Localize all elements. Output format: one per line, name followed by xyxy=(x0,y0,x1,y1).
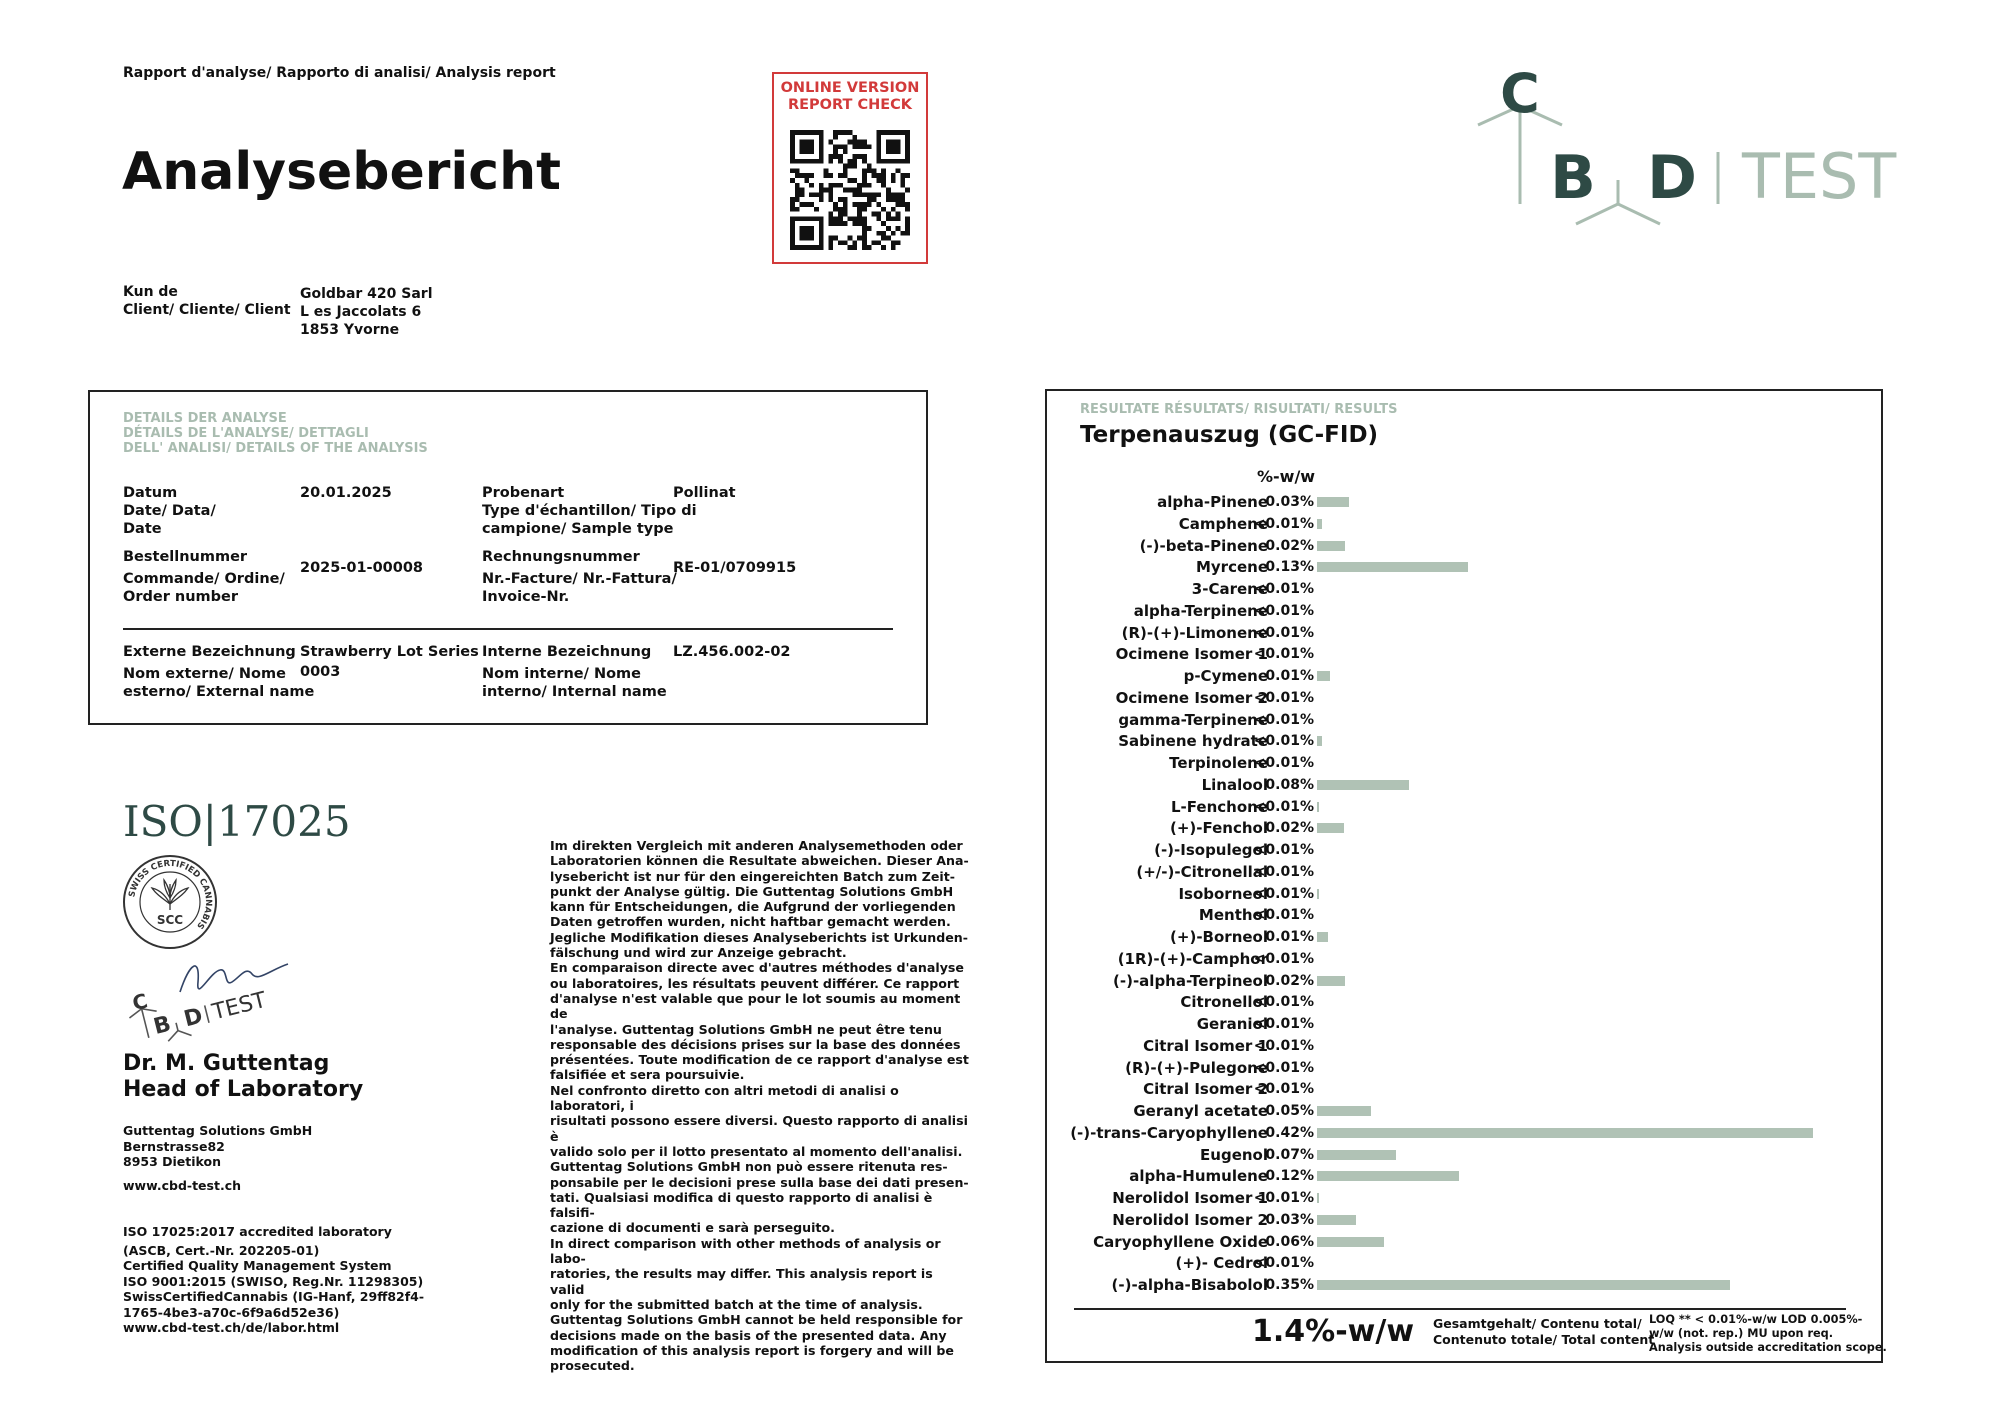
date-label xyxy=(123,484,216,538)
disclaimer-line: Im direkten Vergleich mit anderen Analysemethoden oder xyxy=(550,838,963,853)
accred-line6: 1765-4be3-a70c-6f9a6d52e36) xyxy=(123,1304,340,1320)
order-number-label xyxy=(123,548,285,606)
terpene-name: Terpinolene xyxy=(1169,754,1268,772)
terpene-value: 0.02% xyxy=(1265,972,1314,989)
client-name: Goldbar 420 Sarl xyxy=(300,286,433,302)
ext-value-line2: 0003 xyxy=(300,664,341,680)
terpene-name: gamma-Terpinene xyxy=(1118,710,1268,729)
sig-logo-test: TEST xyxy=(209,987,269,1026)
terpene-value: <0.01% xyxy=(1253,1190,1314,1206)
terpene-name: Citral Isomer 2 xyxy=(1143,1080,1268,1099)
internal-name-value: LZ.456.002-02 xyxy=(673,644,791,660)
accred-line2: (ASCB, Cert.-Nr. 202205-01) xyxy=(123,1242,320,1258)
terpene-row xyxy=(1040,840,1840,861)
terpene-bar xyxy=(1317,1150,1396,1160)
company-line3: 8953 Dietikon xyxy=(123,1154,222,1169)
terpene-value: 0.02% xyxy=(1265,820,1314,837)
signature-logo xyxy=(120,952,310,1042)
disclaimer-line: only for the submitted batch at the time of analysis. xyxy=(550,1296,923,1312)
order-number-value: 2025-01-00008 xyxy=(300,560,424,576)
disclaimer-line: ou laboratoires, les résultats peuvent différer. Ce rapport xyxy=(550,975,960,991)
cbd-test-logo xyxy=(1470,62,1910,242)
terpene-name: alpha-Humulene xyxy=(1129,1167,1268,1186)
terpene-row xyxy=(1040,557,1840,578)
terpene-name: Citral Isomer 1 xyxy=(1143,1036,1268,1055)
sig-logo-c: C xyxy=(129,988,150,1016)
logo-letter-b: B xyxy=(1550,143,1596,213)
terpene-name: (+)- Cedrol xyxy=(1175,1254,1268,1273)
signer-name: Dr. M. Guttentag xyxy=(123,1051,330,1076)
terpene-row xyxy=(1040,971,1840,992)
terpene-row xyxy=(1040,514,1840,535)
client-label xyxy=(123,283,291,319)
terpene-row xyxy=(1040,1014,1840,1035)
int-label-line3: interno/ Internal name xyxy=(482,684,667,700)
sample-type-value: Pollinat xyxy=(673,485,736,501)
terpene-row xyxy=(1040,1188,1840,1209)
ext-label-line3: esterno/ External name xyxy=(123,684,315,700)
terpene-name: (R)-(+)-Limonene xyxy=(1121,623,1268,642)
terpene-value: <0.01% xyxy=(1253,1081,1314,1098)
terpene-name: alpha-Terpinene xyxy=(1133,601,1268,620)
total-label-line2: Contenuto totale/ Total content xyxy=(1433,1331,1655,1347)
terpene-row xyxy=(1040,536,1840,557)
qr-title-line1: ONLINE VERSION xyxy=(780,80,920,96)
terpene-name: (-)-beta-Pinene xyxy=(1139,536,1268,555)
terpene-value: <0.01% xyxy=(1253,994,1314,1011)
total-content-label xyxy=(1433,1316,1654,1347)
results-divider xyxy=(1074,1308,1846,1310)
terpene-value: 0.08% xyxy=(1265,776,1314,793)
terpene-value: <0.01% xyxy=(1253,907,1314,924)
accreditation-block xyxy=(123,1224,424,1336)
iso-logo-left: ISO xyxy=(123,797,203,846)
terpene-bar xyxy=(1317,541,1345,551)
terpene-row xyxy=(1040,1036,1840,1057)
terpene-row xyxy=(1040,927,1840,948)
disclaimer-line: fälschung und wird zur Anzeige gebracht. xyxy=(550,945,847,961)
terpene-name: Sabinene hydrate xyxy=(1118,732,1268,751)
internal-name-label xyxy=(482,643,667,701)
ext-label-line1: Externe Bezeichnung xyxy=(123,644,296,660)
terpene-bar xyxy=(1317,780,1409,790)
disclaimer-line: Jegliche Modifikation dieses Analyseberichts ist Urkunden- xyxy=(550,929,968,945)
disclaimer-line: modification of this analysis report is forgery and will be xyxy=(550,1342,954,1358)
disclaimer-line: risultati possono essere diversi. Questo rapporto di analisi è xyxy=(550,1113,968,1144)
terpene-name: Ocimene Isomer 1 xyxy=(1115,645,1268,664)
int-label-line1: Interne Bezeichnung xyxy=(482,644,652,660)
scc-seal-text: SWISS CERTIFIED CANNABIS xyxy=(127,858,214,931)
disclaimer-line: Nel confronto diretto con altri metodi di analisi o laboratori, i xyxy=(550,1082,899,1114)
terpene-name: (-)-alpha-Terpineol xyxy=(1113,971,1268,990)
terpene-name: Linalool xyxy=(1201,775,1268,794)
terpene-value: <0.01% xyxy=(1253,863,1314,880)
disclaimer-line: l'analyse. Guttentag Solutions GmbH ne peut être tenu xyxy=(550,1021,942,1037)
ext-label-line2: Nom externe/ Nome xyxy=(123,666,286,682)
terpene-row xyxy=(1040,797,1840,818)
terpene-name: (+/-)-Citronellal xyxy=(1136,862,1268,881)
terpene-name: Menthol xyxy=(1198,906,1268,925)
details-heading-line3: DELL' ANALISI/ DETAILS OF THE ANALYSIS xyxy=(123,441,428,456)
date-label-line2: Date/ Data/ xyxy=(123,503,216,519)
terpene-value: <0.01% xyxy=(1253,733,1314,750)
terpene-value: <0.01% xyxy=(1253,624,1314,641)
sig-logo-d: D xyxy=(181,1003,206,1033)
terpene-value: <0.01% xyxy=(1253,1255,1314,1272)
terpene-row xyxy=(1040,601,1840,622)
signer-role: Head of Laboratory xyxy=(123,1077,364,1102)
loq-line1: LOQ ** < 0.01%-w/w LOD 0.005%- xyxy=(1649,1313,1863,1326)
terpene-name: (R)-(+)-Pulegone xyxy=(1125,1058,1268,1077)
company-line1: Guttentag Solutions GmbH xyxy=(123,1123,313,1138)
disclaimer-line: Guttentag Solutions GmbH cannot be held responsible for xyxy=(550,1312,963,1328)
terpene-row xyxy=(1040,1101,1840,1122)
total-content-value: 1.4%-w/w xyxy=(1252,1314,1415,1349)
terpene-bar xyxy=(1317,1215,1356,1225)
page-title: Analysebericht xyxy=(122,142,561,202)
terpene-bar xyxy=(1317,562,1468,572)
terpene-name: Myrcene xyxy=(1195,558,1268,577)
sample-label-line2: Type d'échantillon/ Tipo di xyxy=(482,503,697,519)
terpene-name: (+)-Fenchol xyxy=(1169,819,1268,838)
terpene-name: 3-Carene xyxy=(1191,580,1268,598)
total-label-line1: Gesamtgehalt/ Contenu total/ xyxy=(1433,1316,1642,1331)
terpene-name: Ocimene Isomer 2 xyxy=(1115,688,1268,707)
disclaimer-line: En comparaison directe avec d'autres méthodes d'analyse xyxy=(550,960,964,976)
terpene-row xyxy=(1040,1253,1840,1274)
client-label-line2: Client/ Cliente/ Client xyxy=(123,302,291,318)
handwritten-signature xyxy=(180,964,288,992)
terpene-row xyxy=(1040,731,1840,752)
report-subtitle: Rapport d'analyse/ Rapporto di analisi/ Analysis report xyxy=(123,65,556,81)
terpene-row xyxy=(1040,1145,1840,1166)
sig-logo-b: B xyxy=(151,1011,174,1040)
terpene-value: 0.07% xyxy=(1265,1146,1314,1163)
details-heading xyxy=(123,411,428,456)
terpene-value: <0.01% xyxy=(1253,646,1314,663)
logo-word-test: TEST xyxy=(1742,140,1897,213)
terpene-bar xyxy=(1317,1128,1813,1138)
terpene-value: <0.01% xyxy=(1253,602,1314,619)
date-label-line1: Datum xyxy=(123,485,178,501)
client-label-line1: Kun de xyxy=(123,284,178,300)
terpene-row xyxy=(1040,818,1840,839)
loq-line3: Analysis outside accreditation scope. xyxy=(1649,1341,1887,1354)
sample-label-line3: campione/ Sample type xyxy=(482,521,674,537)
order-label-line1: Bestellnummer xyxy=(123,549,248,565)
client-street: L es Jaccolats 6 xyxy=(300,304,422,320)
terpene-value: 0.01% xyxy=(1265,668,1314,684)
terpene-value: <0.01% xyxy=(1253,581,1314,597)
terpene-value: <0.01% xyxy=(1253,1016,1314,1032)
terpene-row xyxy=(1040,992,1840,1013)
results-title: Terpenauszug (GC-FID) xyxy=(1080,422,1379,448)
company-address xyxy=(123,1123,312,1170)
terpene-value: 0.05% xyxy=(1265,1103,1314,1119)
disclaimer-line: kann für Entscheidungen, die Aufgrund der vorliegenden xyxy=(550,899,956,915)
int-label-line2: Nom interne/ Nome xyxy=(482,666,642,682)
online-report-check[interactable] xyxy=(772,72,928,264)
details-heading-line2: DÉTAILS DE L'ANALYSE/ DETTAGLI xyxy=(123,426,369,441)
terpene-row xyxy=(1040,862,1840,883)
terpene-bar xyxy=(1317,519,1322,529)
terpene-value: 0.03% xyxy=(1265,1211,1314,1228)
terpene-value: <0.01% xyxy=(1253,711,1314,728)
details-heading-line1: DETAILS DER ANALYSE xyxy=(123,411,287,426)
sample-type-label xyxy=(482,484,697,538)
invoice-label-line1: Rechnungsnummer xyxy=(482,549,640,565)
invoice-number-value: RE-01/0709915 xyxy=(673,560,797,576)
date-label-line3: Date xyxy=(123,521,162,537)
disclaimer-text xyxy=(550,838,970,1373)
terpene-name: p-Cymene xyxy=(1183,667,1268,685)
terpene-name: (-)-trans-Caryophyllene xyxy=(1070,1123,1268,1142)
terpene-row xyxy=(1040,644,1840,665)
disclaimer-line: d'analyse n'est valable que pour le lot soumis au moment de xyxy=(550,990,961,1022)
terpene-row xyxy=(1040,1079,1840,1100)
scc-label: SCC xyxy=(156,913,184,927)
terpene-row xyxy=(1040,775,1840,796)
disclaimer-line: falsifiée et sera poursuivie. xyxy=(550,1067,745,1083)
accred-line7-link[interactable]: www.cbd-test.ch/de/labor.html xyxy=(123,1320,340,1335)
order-label-line3: Order number xyxy=(123,589,239,605)
disclaimer-line: Laboratorien können die Resultate abweichen. Dieser Ana- xyxy=(550,853,969,869)
company-line2: Bernstrasse82 xyxy=(123,1138,225,1154)
terpene-bar xyxy=(1317,1193,1319,1203)
terpene-row xyxy=(1040,666,1840,687)
terpene-row xyxy=(1040,1058,1840,1079)
terpene-name: Camphene xyxy=(1178,514,1268,533)
disclaimer-line: ponsabile per le decisioni prese sulla base dei dati presen- xyxy=(550,1174,969,1190)
disclaimer-line: cazione di documenti e sarà perseguito. xyxy=(550,1220,835,1236)
disclaimer-line: Daten getroffen wurden, nicht haftbar gemacht werden. xyxy=(550,914,951,930)
qr-title-line2: REPORT CHECK xyxy=(787,97,913,113)
terpene-bar xyxy=(1317,671,1330,681)
terpene-bar xyxy=(1317,889,1319,899)
terpene-name: Isoborneol xyxy=(1178,884,1268,903)
terpene-name: alpha-Pinene xyxy=(1157,493,1268,511)
disclaimer-line: decisions made on the basis of the presented data. Any xyxy=(550,1327,947,1343)
terpene-row xyxy=(1040,688,1840,709)
terpene-name: (1R)-(+)-Camphor xyxy=(1117,949,1268,968)
terpene-bar xyxy=(1317,823,1344,833)
terpene-bar xyxy=(1317,1280,1730,1290)
terpene-value: <0.01% xyxy=(1253,689,1314,706)
terpene-value: <0.01% xyxy=(1253,885,1314,902)
ext-value-line1: Strawberry Lot Series xyxy=(300,644,479,660)
terpene-value: 0.01% xyxy=(1265,929,1314,945)
loq-line2: w/w (not. rep.) MU upon req. xyxy=(1649,1327,1834,1340)
terpene-name: Nerolidol Isomer 2 xyxy=(1112,1210,1268,1229)
terpene-value: <0.01% xyxy=(1253,1037,1314,1054)
invoice-label-line3: Invoice-Nr. xyxy=(482,589,570,605)
details-divider xyxy=(123,628,893,630)
terpene-bar xyxy=(1317,736,1322,746)
terpene-row xyxy=(1040,753,1840,774)
accred-line3: Certified Quality Management System xyxy=(123,1258,392,1273)
terpene-row xyxy=(1040,1210,1840,1231)
terpene-row xyxy=(1040,623,1840,644)
invoice-label-line2: Nr.-Facture/ Nr.-Fattura/ xyxy=(482,571,677,587)
iso-logo-right: 17025 xyxy=(216,797,351,846)
terpene-name: Geranyl acetate xyxy=(1133,1102,1268,1120)
terpene-bar xyxy=(1317,802,1319,812)
terpene-row xyxy=(1040,949,1840,970)
disclaimer-line: valido solo per il lotto presentato al momento dell'analisi. xyxy=(550,1143,963,1159)
logo-letter-d: D xyxy=(1647,143,1697,213)
terpene-name: L-Fenchone xyxy=(1170,797,1268,816)
terpene-row xyxy=(1040,884,1840,905)
qr-code-icon[interactable] xyxy=(790,130,910,250)
disclaimer-line: In direct comparison with other methods of analysis or labo- xyxy=(550,1235,941,1267)
terpene-bar xyxy=(1317,976,1345,986)
terpene-value: 0.13% xyxy=(1265,559,1314,576)
terpene-value: <0.01% xyxy=(1253,755,1314,771)
terpene-bar xyxy=(1317,932,1328,942)
disclaimer-line: Guttentag Solutions GmbH non può essere ritenuta res- xyxy=(550,1159,948,1175)
terpene-value: <0.01% xyxy=(1253,842,1314,858)
terpene-name: (-)-alpha-Bisabolol xyxy=(1111,1276,1268,1294)
terpene-name: Eugenol xyxy=(1200,1145,1268,1164)
scc-seal-icon xyxy=(122,854,218,950)
disclaimer-line: présentées. Toute modification de ce rapport d'analyse est xyxy=(550,1052,969,1068)
terpene-value: <0.01% xyxy=(1253,950,1314,967)
terpene-bar xyxy=(1317,497,1349,507)
terpene-bar-chart xyxy=(1040,492,1840,1292)
terpene-row xyxy=(1040,1166,1840,1187)
disclaimer-line: prosecuted. xyxy=(550,1358,635,1374)
order-label-line2: Commande/ Ordine/ xyxy=(123,571,285,587)
company-website-link[interactable]: www.cbd-test.ch xyxy=(123,1178,242,1193)
iso-logo-separator: | xyxy=(202,797,217,846)
iso-17025-logo xyxy=(123,798,351,846)
terpene-value: 0.42% xyxy=(1265,1124,1314,1141)
disclaimer-line: responsable des décisions prises sur la base des données xyxy=(550,1036,961,1052)
accred-line5: SwissCertifiedCannabis (IG-Hanf, 29ff82f4- xyxy=(123,1289,425,1304)
terpene-name: Nerolidol Isomer 1 xyxy=(1112,1189,1268,1207)
disclaimer-line: lysebericht ist nur für den eingereichten Batch zum Zeit- xyxy=(550,868,955,884)
disclaimer-line: punkt der Analyse gültig. Die Guttentag Solutions GmbH xyxy=(550,883,954,899)
terpene-row xyxy=(1040,1275,1840,1296)
terpene-value: 0.02% xyxy=(1265,537,1314,554)
terpene-bar xyxy=(1317,1237,1384,1247)
terpene-value: <0.01% xyxy=(1253,515,1314,532)
terpene-name: Citronellol xyxy=(1180,993,1268,1012)
results-heading: RESULTATE RÉSULTATS/ RISULTATI/ RESULTS xyxy=(1080,402,1398,417)
disclaimer-line: ratories, the results may differ. This analysis report is valid xyxy=(550,1266,933,1297)
terpene-value: 0.35% xyxy=(1265,1277,1314,1293)
terpene-name: (-)-Isopulegol xyxy=(1154,841,1268,859)
terpene-value: 0.12% xyxy=(1265,1168,1314,1185)
unit-header: %-w/w xyxy=(1257,467,1316,486)
sample-label-line1: Probenart xyxy=(482,485,565,501)
date-value: 20.01.2025 xyxy=(300,485,392,501)
accred-line4: ISO 9001:2015 (SWISO, Reg.Nr. 11298305) xyxy=(123,1273,424,1289)
terpene-name: Caryophyllene Oxide xyxy=(1093,1232,1268,1251)
terpene-value: 0.06% xyxy=(1265,1233,1314,1250)
terpene-row xyxy=(1040,905,1840,926)
terpene-name: (+)-Borneol xyxy=(1170,928,1268,946)
terpene-value: <0.01% xyxy=(1253,798,1314,815)
terpene-row xyxy=(1040,1232,1840,1253)
signer-block xyxy=(123,1051,363,1103)
external-name-label xyxy=(123,643,314,701)
terpene-bar xyxy=(1317,1106,1371,1116)
loq-note xyxy=(1649,1313,1887,1355)
client-address xyxy=(300,285,433,339)
terpene-row xyxy=(1040,579,1840,600)
terpene-value: <0.01% xyxy=(1253,1059,1314,1076)
terpene-bar xyxy=(1317,1171,1459,1181)
external-name-value xyxy=(300,643,479,681)
logo-letter-c: C xyxy=(1500,62,1540,125)
invoice-number-label xyxy=(482,548,677,606)
terpene-row xyxy=(1040,492,1840,513)
terpene-row xyxy=(1040,1123,1840,1144)
disclaimer-line: tati. Qualsiasi modifica di questo rapporto di analisi è falsifi- xyxy=(550,1189,933,1221)
terpene-row xyxy=(1040,710,1840,731)
terpene-value: 0.03% xyxy=(1265,494,1314,510)
terpene-name: Geraniol xyxy=(1196,1015,1268,1033)
client-city: 1853 Yvorne xyxy=(300,322,400,338)
accred-line1: ISO 17025:2017 accredited laboratory xyxy=(123,1224,392,1239)
